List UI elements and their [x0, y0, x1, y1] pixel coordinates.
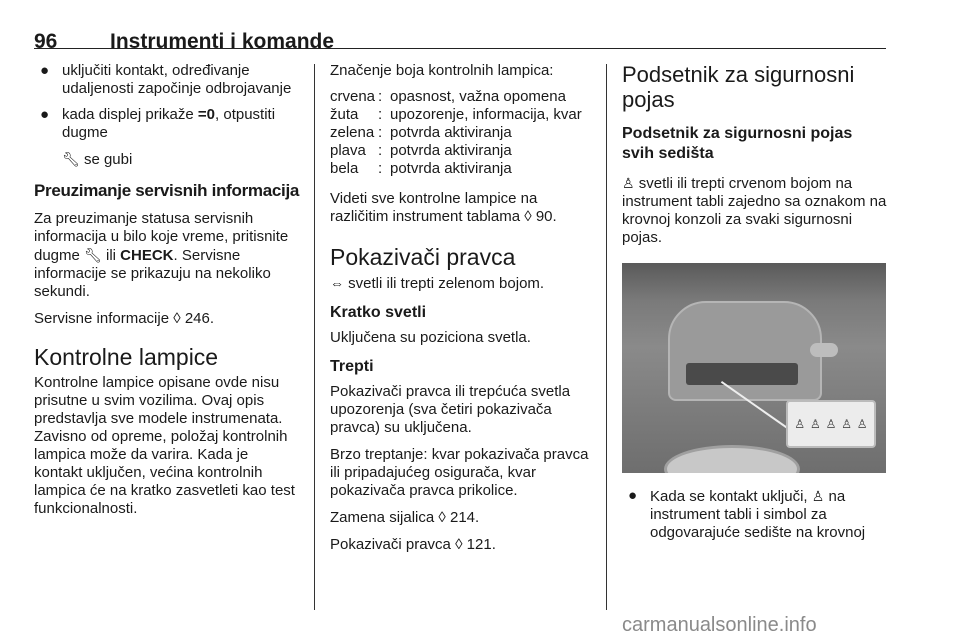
bulb-reference[interactable]: Zamena sijalica ◊ 214. — [330, 509, 480, 526]
seatbelt-icon: ♙ — [825, 417, 837, 431]
turn-paragraph: ⇔ svetli ili trepti zelenom bojom. — [330, 275, 545, 292]
seatbelt-icon: ♙ — [810, 417, 821, 431]
heading-seatbelt-all-seats: Podsetnik za sigurnosni pojas svih sedišta — [622, 125, 853, 162]
belt-paragraph: ♙ svetli ili trepti crvenom bojom na instrument tabli zajedno sa oznakom na krovnoj konzoli za svaki sigurnosni pojas. — [622, 175, 887, 246]
list-item: ● uključiti kontakt, određivanje udaljenosti započinje odbrojavanje — [40, 62, 292, 97]
heading-blink: Trepti — [330, 358, 374, 375]
page-link[interactable]: 214 — [449, 509, 476, 526]
list-item: ● Kada se kontakt uključi, ♙ na instrument tabli i simbol za odgovarajuće sedište na krovnoj — [628, 487, 866, 541]
colors-intro: Značenje boja kontrolnih lampica: — [330, 62, 554, 79]
table-row: žuta : upozorenje, informacija, kvar — [330, 106, 582, 123]
turn-reference[interactable]: Pokazivači pravca ◊ 121. — [330, 536, 496, 553]
heading-control-lamps: Kontrolne lampice — [34, 344, 219, 370]
page-number: 96 — [34, 30, 58, 53]
rearview-mirror — [664, 445, 800, 473]
seatbelt-indicator-callout — [786, 400, 876, 448]
fast-blink-paragraph: Brzo treptanje: kvar pokazivača pravca ili pripadajućeg osigurača, kvar pokazivača pravca prikolice. — [330, 446, 589, 499]
heading-seatbelt-reminder: Podsetnik za sigurnosni pojas — [622, 62, 855, 112]
heading-turn-signals: Pokazivači pravca — [330, 244, 516, 270]
page-link[interactable]: 121 — [466, 536, 492, 553]
list-item: ● kada displej prikaže =0, otpustiti dugme — [40, 106, 276, 141]
running-title: Instrumenti i komande — [110, 30, 335, 53]
seatbelt-icon: ♙ — [841, 417, 852, 431]
seatbelt-icon: ♙ — [856, 417, 868, 431]
page-ref-arrow-icon: ◊ — [173, 310, 181, 327]
lamp-colors-table — [330, 88, 582, 178]
service-paragraph: Za preuzimanje statusa servisnih informacija u bilo koje vreme, pritisnite dugme 🔧︎ ili CHECK. Servisne informacije se prikazuju na nekoliko sekundi. — [34, 210, 289, 300]
sub-note: 🔧︎ se gubi — [62, 151, 133, 168]
see-all-reference[interactable]: Videti sve kontrolne lampice na različitim instrument tablama ◊ 90. — [330, 190, 557, 225]
roof-console-photo — [622, 263, 886, 473]
service-reference[interactable]: Servisne informacije ◊ 246. — [34, 310, 215, 327]
table-row: plava : potvrda aktiviranja — [330, 142, 512, 159]
table-row: crvena : opasnost, važna opomena — [330, 88, 566, 105]
table-row: bela : potvrda aktiviranja — [330, 160, 512, 177]
blink-paragraph: Pokazivači pravca ili trepćuća svetla upozorenja (sva četiri pokazivača pravca) su uključena. — [330, 383, 571, 436]
page-ref-arrow-icon: ◊ — [438, 509, 446, 526]
page-link[interactable]: 246 — [184, 310, 210, 327]
wrench-icon: 🔧︎ — [62, 151, 80, 167]
wrench-icon: 🔧︎ — [84, 247, 102, 263]
column-divider — [314, 64, 315, 610]
short-paragraph: Uključena su poziciona svetla. — [330, 329, 531, 346]
table-row: zelena : potvrda aktiviranja — [330, 124, 512, 141]
lamps-paragraph: Kontrolne lampice opisane ovde nisu prisutne u svim vozilima. Ovaj opis predstavlja sve modele instrumenata. Zavisno od opreme, položaj kontrolnih lampica može da varira. Kada je kontakt uključen, većina kontrolnih lampica će na kratko zasvetleti kao test funkcionalnosti. — [34, 374, 295, 517]
heading-short-light: Kratko svetli — [330, 304, 427, 321]
page-header — [34, 14, 886, 53]
column-divider — [606, 64, 607, 610]
page-ref-arrow-icon: ◊ — [455, 536, 463, 553]
heading-service-info: Preuzimanje servisnih informacija — [34, 181, 300, 200]
seatbelt-icon: ♙ — [811, 488, 825, 504]
turn-signal-icon: ⇔ — [330, 275, 344, 291]
watermark[interactable]: carmanualsonline.info — [622, 614, 817, 636]
seatbelt-icon: ♙ — [622, 175, 635, 191]
column-2 — [330, 62, 592, 554]
column-1 — [34, 62, 300, 518]
seatbelt-icon: ♙ — [794, 417, 806, 431]
column-3 — [622, 62, 888, 542]
page-link[interactable]: 90 — [535, 208, 553, 225]
page-ref-arrow-icon: ◊ — [524, 208, 532, 225]
